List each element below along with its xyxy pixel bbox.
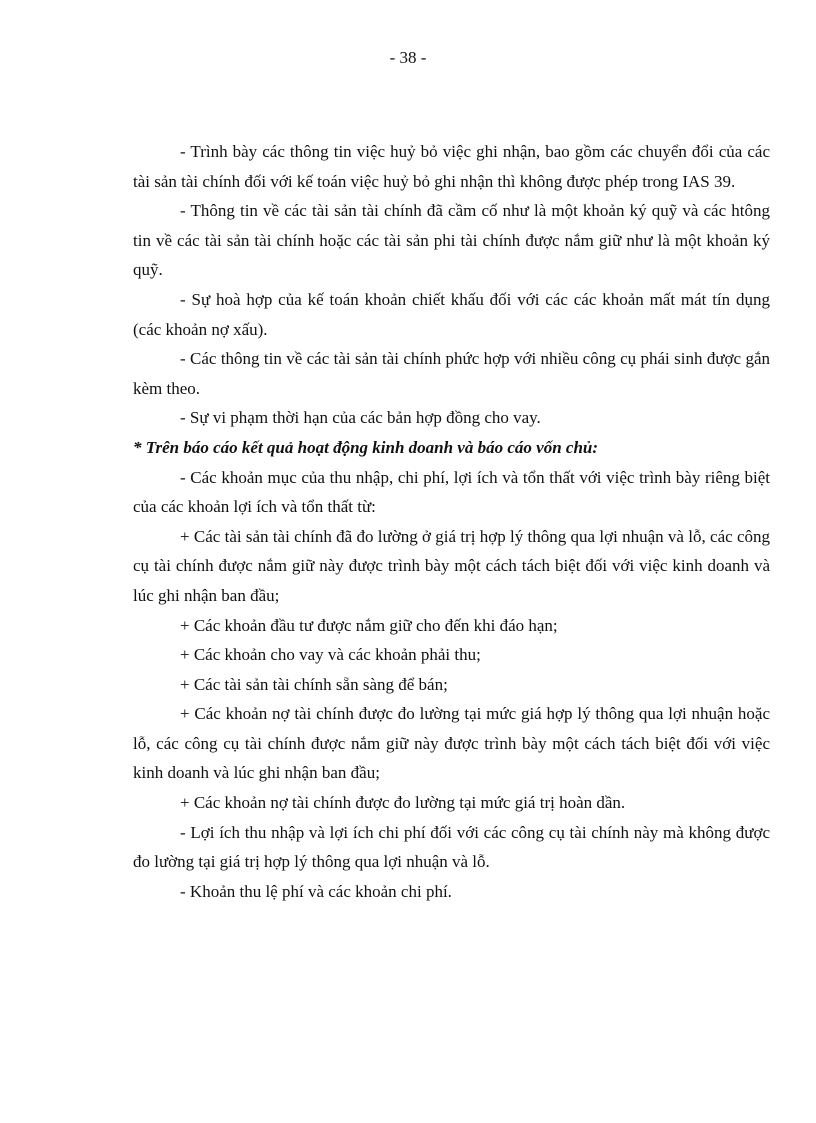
paragraph: - Sự vi phạm thời hạn của các bản hợp đồng cho vay. bbox=[180, 408, 541, 428]
list-item: + Các khoản nợ tài chính được đo lường tại mức giá trị hoàn dần. bbox=[180, 793, 626, 813]
paragraph: - Thông tin về các tài sản tài chính đã cầm cố như là một khoản ký quỹ và các htông tin về các tài sản tài chính hoặc các tài sản phi tài chính được nắm giữ như là một khoản ký quỹ. bbox=[133, 201, 770, 280]
paragraph: - Các thông tin về các tài sản tài chính phức hợp với nhiều công cụ phái sinh được gắn kèm theo. bbox=[133, 349, 770, 398]
list-item: + Các tài sản tài chính đã đo lường ở giá trị hợp lý thông qua lợi nhuận và lỗ, các công cụ tài chính được nắm giữ này được trình bày một cách tách biệt đối với việc kinh doanh và lúc ghi nhận ban đầu; bbox=[133, 526, 770, 605]
list-item: + Các khoản nợ tài chính được đo lường tại mức giá hợp lý thông qua lợi nhuận hoặc lỗ, các công cụ tài chính được nắm giữ này được trình bày một cách tách biệt đối với việc kinh doanh và lúc ghi nhận ban đầu; bbox=[133, 704, 770, 783]
list-item: + Các tài sản tài chính sẵn sàng để bán; bbox=[180, 674, 448, 694]
paragraph: - Lợi ích thu nhập và lợi ích chi phí đối với các công cụ tài chính này mà không được đo lường tại giá trị hợp lý thông qua lợi nhuận và lỗ. bbox=[133, 822, 770, 872]
document-body bbox=[133, 137, 770, 906]
paragraph: - Trình bày các thông tin việc huỷ bỏ việc ghi nhận, bao gồm các chuyển đổi của các tài sản tài chính đối với kế toán việc huỷ bỏ ghi nhận thì không được phép trong IAS 39. bbox=[133, 142, 770, 191]
list-item: + Các khoản đầu tư được nắm giữ cho đến khi đáo hạn; bbox=[180, 615, 558, 635]
paragraph: - Sự hoà hợp của kế toán khoản chiết khấu đối với các các khoản mất mát tín dụng (các khoản nợ xấu). bbox=[133, 289, 770, 339]
paragraph: - Các khoản mục của thu nhập, chi phí, lợi ích và tổn thất với việc trình bày riêng biệt của các khoản lợi ích và tổn thất từ: bbox=[133, 467, 770, 517]
paragraph: - Khoản thu lệ phí và các khoản chi phí. bbox=[180, 881, 452, 901]
page-number: - 38 - bbox=[389, 48, 427, 67]
list-item: + Các khoản cho vay và các khoản phải thu; bbox=[180, 645, 481, 665]
section-heading: * Trên báo cáo kết quả hoạt động kinh doanh và báo cáo vốn chủ: bbox=[133, 437, 599, 457]
